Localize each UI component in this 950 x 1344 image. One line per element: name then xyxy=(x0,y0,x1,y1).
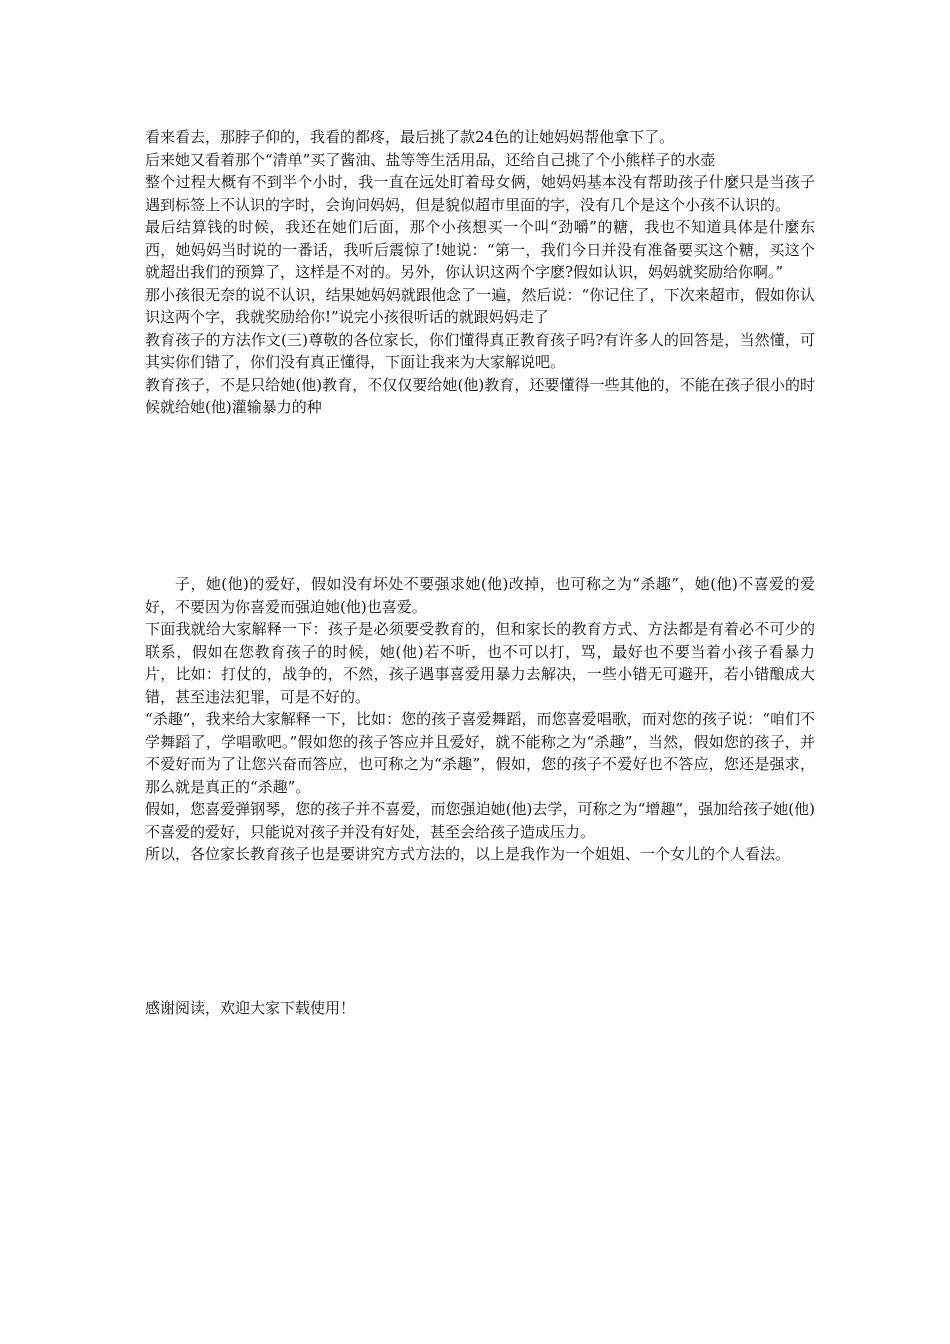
paragraph: 下面我就给大家解释一下：孩子是必须要受教育的，但和家长的教育方式、方法都是有着必不可少的联系，假如在您教育孩子的时候，她(他)若不听，也不可以打，骂，最好也不要当着小孩子看暴力片，比如：打仗的，战争的，不然，孩子遇事喜爱用暴力去解决，一些小错无可避开，若小错酿成大错，甚至违法犯罪，可是不好的。 xyxy=(145,620,815,706)
paragraph: 假如，您喜爱弹钢琴，您的孩子并不喜爱，而您强迫她(他)去学，可称之为“增趣”，强加给孩子她(他)不喜爱的爱好，只能说对孩子并没有好处，甚至会给孩子造成压力。 xyxy=(145,800,815,841)
paragraph: 教育孩子，不是只给她(他)教育，不仅仅要给她(他)教育，还要懂得一些其他的，不能在孩子很小的时候就给她(他)灌输暴力的种 xyxy=(145,375,815,416)
paragraph: 看来看去，那脖子仰的，我看的都疼，最后挑了款24色的让她妈妈帮他拿下了。 xyxy=(145,128,675,146)
paragraph: 子，她(他)的爱好，假如没有坏处不要强求她(他)改掉，也可称之为“杀趣”，她(他)不喜爱的爱好，不要因为你喜爱而强迫她(他)也喜爱。 xyxy=(145,575,815,616)
closing-section xyxy=(145,997,815,1020)
paragraph: “杀趣”，我来给大家解释一下，比如：您的孩子喜爱舞蹈，而您喜爱唱歌，而对您的孩子说：“咱们不学舞蹈了，学唱歌吧。”假如您的孩子答应并且爱好，就不能称之为“杀趣”，当然，假如您的孩子，并不爱好而为了让您兴奋而答应，也可称之为“杀趣”，假如，您的孩子不爱好也不答应，您还是强求，那么就是真正的“杀趣”。 xyxy=(145,710,815,796)
text-section-1 xyxy=(145,126,815,419)
paragraph: 教育孩子的方法作文(三)尊敬的各位家长，你们懂得真正教育孩子吗?有许多人的回答是，当然懂，可其实你们错了，你们没有真正懂得，下面让我来为大家解说吧。 xyxy=(145,330,815,371)
paragraph: 整个过程大概有不到半个小时，我一直在远处盯着母女俩，她妈妈基本没有帮助孩子什麼只是当孩子遇到标签上不认识的字时，会询问妈妈，但是貌似超市里面的字，没有几个是这个小孩不认识的。 xyxy=(145,173,815,214)
paragraph: 后来她又看着那个“清单”买了酱油、盐等等生活用品，还给自己挑了个小熊样子的水壶 xyxy=(145,150,716,169)
text-section-2 xyxy=(145,573,815,866)
paragraph: 那小孩很无奈的说不认识，结果她妈妈就跟他念了一遍，然后说：“你记住了，下次来超市，假如你认识这两个字，我就奖励给你!”说完小孩很听话的就跟妈妈走了 xyxy=(145,285,815,326)
closing-text: 感谢阅读，欢迎大家下载使用！ xyxy=(145,999,356,1017)
paragraph: 所以，各位家长教育孩子也是要讲究方式方法的，以上是我作为一个姐姐、一个女儿的个人看法。 xyxy=(145,845,791,863)
paragraph: 最后结算钱的时候，我还在她们后面，那个小孩想买一个叫“劲嚼”的糖，我也不知道具体是什麼东西，她妈妈当时说的一番话，我听后震惊了!她说：“第一，我们今日并没有准备要买这个糖，买这个就超出我们的预算了，这样是不对的。另外，你认识这两个字麽?假如认识，妈妈就奖励给你啊。” xyxy=(145,218,815,281)
